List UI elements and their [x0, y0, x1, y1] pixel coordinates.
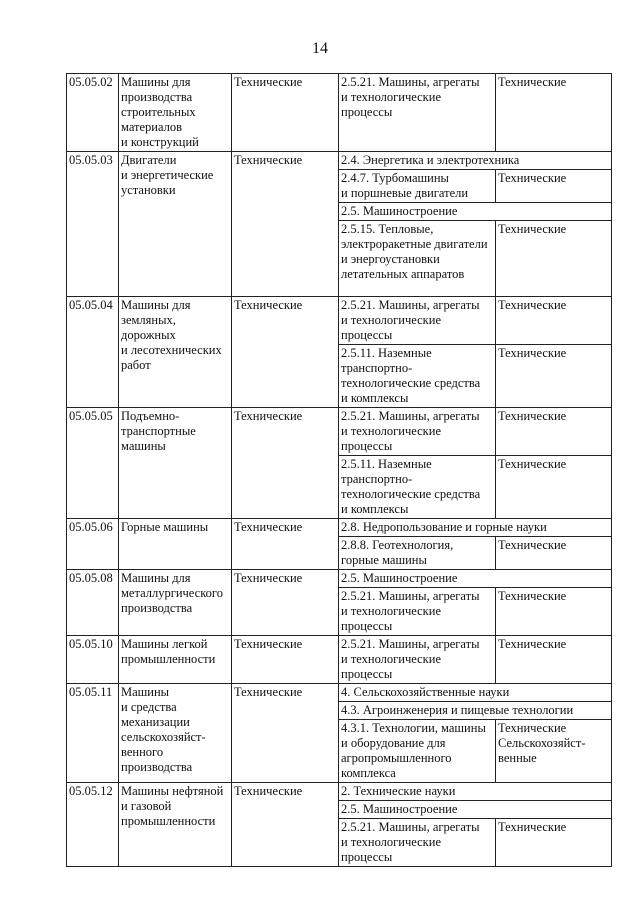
table-row	[67, 636, 612, 684]
table-row	[67, 570, 612, 588]
table-row	[67, 152, 612, 170]
new-specialty-cell: 2.8.8. Геотехнология, горные машины	[339, 537, 496, 570]
specialty-code-cell: 05.05.04	[67, 297, 119, 408]
specialty-code-cell: 05.05.11	[67, 684, 119, 783]
table-row	[67, 783, 612, 801]
new-specialty-cell: 4.3. Агроинженерия и пищевые технологии	[339, 702, 612, 720]
field-of-science-cell: Технические	[232, 783, 339, 867]
field-of-science-cell: Технические	[232, 570, 339, 636]
new-science-branch-cell: Технические Сельскохозяйст- венные	[496, 720, 612, 783]
new-science-branch-cell: Технические	[496, 170, 612, 203]
specialty-code-cell: 05.05.06	[67, 519, 119, 570]
new-specialty-cell: 2.5. Машиностроение	[339, 203, 612, 221]
table-row	[67, 297, 612, 345]
field-of-science-cell: Технические	[232, 408, 339, 519]
field-of-science-cell: Технические	[232, 152, 339, 297]
field-of-science-cell: Технические	[232, 74, 339, 152]
field-of-science-cell: Технические	[232, 297, 339, 408]
new-science-branch-cell: Технические	[496, 588, 612, 636]
new-specialty-cell: 2.5. Машиностроение	[339, 570, 612, 588]
specialty-code-cell: 05.05.02	[67, 74, 119, 152]
specialty-code-cell: 05.05.12	[67, 783, 119, 867]
new-specialty-cell: 2.4.7. Турбомашины и поршневые двигатели	[339, 170, 496, 203]
specialty-name-cell: Подъемно- транспортные машины	[119, 408, 232, 519]
specialty-code-cell: 05.05.08	[67, 570, 119, 636]
table-row	[67, 684, 612, 702]
new-specialty-cell: 2.5.21. Машины, агрегаты и технологические процессы	[339, 636, 496, 684]
table-row	[67, 519, 612, 537]
new-specialty-cell: 2.5.21. Машины, агрегаты и технологические процессы	[339, 588, 496, 636]
new-specialty-cell: 2.5.21. Машины, агрегаты и технологические процессы	[339, 819, 496, 867]
specialty-name-cell: Двигатели и энергетические установки	[119, 152, 232, 297]
specialty-name-cell: Машины нефтяной и газовой промышленности	[119, 783, 232, 867]
new-specialty-cell: 2. Технические науки	[339, 783, 612, 801]
new-specialty-cell: 2.5.11. Наземные транспортно- технологические средства и комплексы	[339, 456, 496, 519]
table-row	[67, 74, 612, 152]
specialty-name-cell: Горные машины	[119, 519, 232, 570]
specialty-name-cell: Машины для металлургического производства	[119, 570, 232, 636]
new-science-branch-cell: Технические	[496, 345, 612, 408]
specialty-name-cell: Машины для земляных, дорожных и лесотехнических работ	[119, 297, 232, 408]
new-science-branch-cell: Технические	[496, 408, 612, 456]
new-specialty-cell: 2.5.21. Машины, агрегаты и технологические процессы	[339, 297, 496, 345]
table-body	[67, 74, 612, 867]
new-specialty-cell: 2.5. Машиностроение	[339, 801, 612, 819]
new-science-branch-cell: Технические	[496, 819, 612, 867]
field-of-science-cell: Технические	[232, 636, 339, 684]
new-specialty-cell: 4. Сельскохозяйственные науки	[339, 684, 612, 702]
table-row	[67, 408, 612, 456]
new-specialty-cell: 4.3.1. Технологии, машины и оборудование для агропромышленного комплекса	[339, 720, 496, 783]
new-specialty-cell: 2.5.21. Машины, агрегаты и технологические процессы	[339, 74, 496, 152]
new-specialty-cell: 2.5.11. Наземные транспортно- технологические средства и комплексы	[339, 345, 496, 408]
new-science-branch-cell: Технические	[496, 636, 612, 684]
specialty-name-cell: Машины легкой промышленности	[119, 636, 232, 684]
page-number: 14	[312, 40, 328, 57]
specialty-code-cell: 05.05.10	[67, 636, 119, 684]
new-specialty-cell: 2.8. Недропользование и горные науки	[339, 519, 612, 537]
specialty-code-cell: 05.05.03	[67, 152, 119, 297]
new-science-branch-cell: Технические	[496, 456, 612, 519]
field-of-science-cell: Технические	[232, 519, 339, 570]
new-science-branch-cell: Технические	[496, 297, 612, 345]
specialty-name-cell: Машины и средства механизации сельскохозяйст- венного производства	[119, 684, 232, 783]
specialties-table	[66, 73, 612, 867]
specialty-code-cell: 05.05.05	[67, 408, 119, 519]
new-science-branch-cell: Технические	[496, 74, 612, 152]
new-specialty-cell: 2.5.21. Машины, агрегаты и технологические процессы	[339, 408, 496, 456]
new-science-branch-cell: Технические	[496, 221, 612, 297]
new-specialty-cell: 2.5.15. Тепловые, электроракетные двигатели и энергоустановки летательных аппаратов	[339, 221, 496, 297]
specialty-name-cell: Машины для производства строительных материалов и конструкций	[119, 74, 232, 152]
new-science-branch-cell: Технические	[496, 537, 612, 570]
new-specialty-cell: 2.4. Энергетика и электротехника	[339, 152, 612, 170]
field-of-science-cell: Технические	[232, 684, 339, 783]
